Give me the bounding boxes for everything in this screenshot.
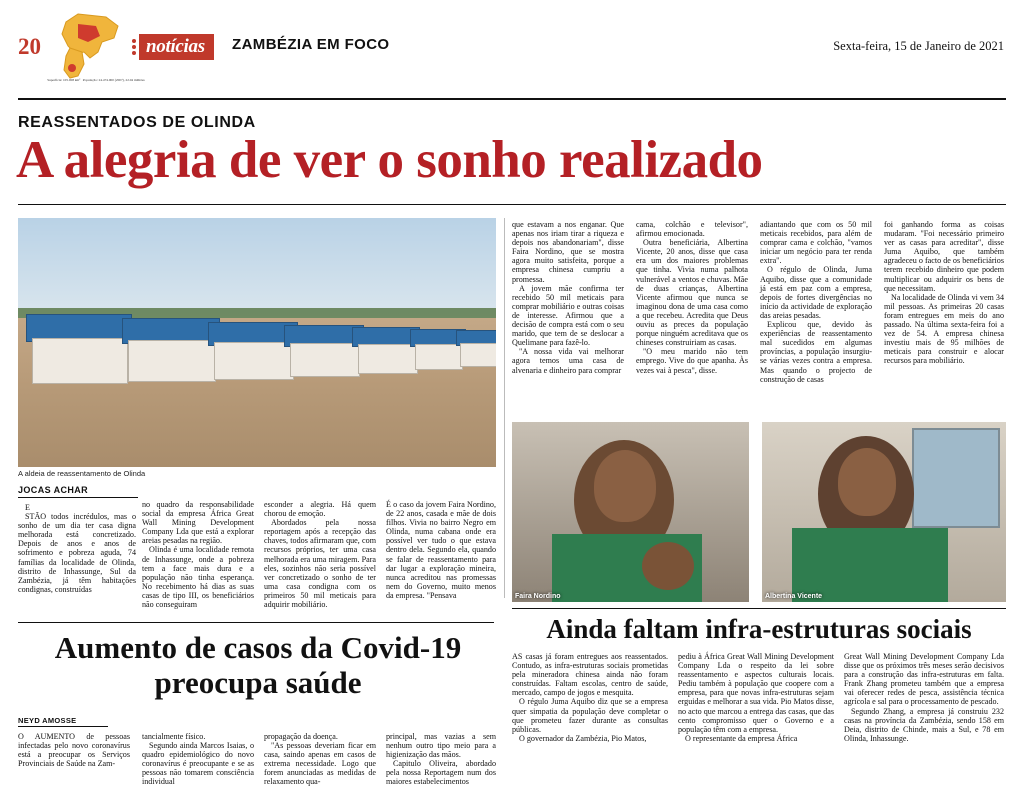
lead-column-6: cama, colchão e televisor", afirmou emocionada. Outra beneficiária, Albertina Vicente, 20 anos, disse que casa era um dos maiores problemas que tinha. Vivia numa palhota vulnerável a ventos e chuvas. Mãe de duas crianças, Albertina Vicente afirmou que nunca se imaginou dona de uma casa como a que recebeu. Acredita que Deus ouviu as preces da população porque ninguém acreditava que os chineses construiriam as casas. "O meu marido não tem emprego. Vive do que apanha. Às vezes vai à pesca", disse. (636, 220, 748, 375)
lead-column-4: É o caso da jovem Faira Nordino, de 22 anos, casada e mãe de dois filhos. Vivia no bairro Negro em Olinda, numa cabana onde era possível ver tudo o que estava dentro dela. Segundo ela, quando se falar de reassentamento para dar lugar a exploração mineira, nunca acreditou nas promessas nem do Governo, muito menos da empresa. "Pensava (386, 500, 496, 600)
masthead-divider (18, 98, 1006, 100)
brand-dots-icon (132, 39, 136, 55)
portrait-window (912, 428, 1000, 528)
lead-column-2: no quadro da responsabilidade social da empresa África Great Wall Mining Development Company Lda que está a explorar areias pesadas na região. Olinda é uma localidade remota de Inhassunge, onde a pobreza tem a face mais dura e a população não tinha esperança. No recebimento há dias as suas casas de tipo III, os beneficiários não conseguiram (142, 500, 254, 610)
lead-photo-caption: A aldeia de reassentamento de Olinda (18, 469, 146, 478)
section-title: ZAMBÉZIA EM FOCO (232, 36, 390, 53)
portrait-face (594, 450, 656, 522)
covid-divider (18, 622, 494, 623)
brand-logo (132, 34, 214, 60)
covid-byline-divider (18, 726, 108, 727)
lead-column-5: que estavam a nos enganar. Que apenas nos iriam tirar a riqueza e depois nos abandonariam", disse Faira Nordino, que se mostra agora muito satisfeita, porque a empresa chinesa cumpriu a promessa. A jovem mãe confirma ter recebido 50 mil meticais para comprar mobiliário e outras coisas de interesse. Afirmou que a decisão de compra está com o seu marido, que tem de se deslocar a Quelimane para fazê-lo. "A nossa vida vai melhorar agora temos uma casa de alvenaria e dinheiro para comprar (512, 220, 624, 375)
page-title: A alegria de ver o sonho realizado (16, 131, 763, 189)
province-map-graphic (42, 12, 145, 96)
mozambique-map-icon (48, 12, 124, 84)
page-number: 20 (18, 34, 41, 59)
lead-column-3: esconder a alegria. Há quem chorou de emoção. Abordados pela nossa reportagem após a recepção das chaves, todos afirmaram que, com recursos próprios, ter uma casa melhorada era uma miragem. Para eles, sozinhos não seria possível ver concretizado o sonho de ter uma casa condigna com os primeiros 50 mil meticais para adquirir mobiliário. (264, 500, 376, 610)
portrait-label: Faira Nordino (515, 593, 561, 600)
lead-column-1: E STÃO todos incrédulos, mas o sonho de um dia ter casa digna melhorada está concretizado. Depois de anos e anos de sofrimento e pobreza aguda, 74 famílias da localidade de Olinda, distrito de Inhassunge, Sul da Zambézia, já têm habitações condignas, construídas (18, 503, 136, 594)
infra-headline: Ainda faltam infra-estruturas sociais (546, 614, 972, 644)
portrait-albertina-vicente (762, 422, 1006, 602)
portrait-clothing (792, 528, 948, 602)
column-separator (504, 218, 505, 598)
covid-column-2: tancialmente físico. Segundo ainda Marcos Isaias, o quadro epidemiológico do novo coronavírus é preocupante e se as pessoas não tomarem consciência individual (142, 732, 254, 787)
byline-divider (18, 497, 138, 498)
infra-column-1: AS casas já foram entregues aos reassentados. Contudo, as infra-estruturas sociais prometidas pela mineradora chinesa ainda não foram construídas. Faltam escolas, centro de saúde, mercado, campo de jogos e mesquita. O régulo Juma Aquibo diz que se a empresa quer simpatia da população deve completar o que prometeu fazer durante as consultas públicas. O governador da Zambézia, Pio Matos, (512, 652, 668, 743)
infra-divider (512, 608, 1006, 609)
infra-column-3: Great Wall Mining Development Company Lda disse que os próximos três meses serão decisivos para a construção das infra-estruturas em falta. Frank Zhang prometeu também que a empresa vai oferecer redes de pesca, assistência técnica agrícola e sal para o processamento de pescado. Segundo Zhang, a empresa já construiu 232 casas na província da Zambézia, sendo 158 em Deia, distrito de Chinde, mais a Sul, e 78 em Olinda, Inhassunge. (844, 652, 1004, 743)
lead-column-8: foi ganhando forma as coisas mudaram. "Foi necessário primeiro ver as casas para acreditar", disse Juma Aquibo, que também agradeceu o facto de os beneficiários terem recebido dinheiro que podem multiplicar ou adquirir os bens de que necessitam. Na localidade de Olinda vi vem 34 mil pessoas. As primeiras 20 casas foram entregues em meis do ano passado. Na última sexta-feira foi a vez de 54. A empresa chinesa investiu mais de 95 milhões de meticais para construir e alocar recursos para mobiliário. (884, 220, 1004, 366)
article-kicker: REASSENTADOS DE OLINDA (18, 114, 256, 131)
covid-byline: NEYD AMOSSE (18, 716, 77, 725)
map-caption: Superfície: 105.008 km² População: 24.474.000 (2007), 22.04 milhões (47, 78, 145, 82)
portrait-label: Albertina Vicente (765, 593, 823, 600)
covid-headline: Aumento de casos da Covid-19 preocupa saúde (54, 630, 462, 700)
infra-column-2: pediu à África Great Wall Mining Development Company Lda o respeito da lei sobre reassentamento e aspectos culturais locais. Pediu também à população que coopere com a empresa, para que novas infra-estruturas sejam erguidas e melhorar a sua vida. Pio Matos disse, no acto que marcou a entrega das casas, que das cento compromisso quer o Governo e a população têm com a empresa. O representante da empresa África (678, 652, 834, 743)
issue-date: Sexta-feira, 15 de Janeiro de 2021 (833, 39, 1004, 53)
portrait-face (838, 448, 896, 516)
lead-photo (18, 218, 496, 467)
lead-byline: JOCAS ACHAR (18, 485, 89, 495)
covid-column-1: O AUMENTO de pessoas infectadas pelo novo coronavírus está a preocupar os Serviços Provinciais de Saúde na Zam- (18, 732, 130, 769)
covid-column-3: propagação da doença. "As pessoas deveriam ficar em casa, saindo apenas em casos de extrema necessidade. Logo que forem anunciadas as medidas de relaxamento qua- (264, 732, 376, 787)
masthead (0, 0, 1024, 96)
lead-column-7: adiantando que com os 50 mil meticais recebidos, para além de comprar cama e colchão, "vamos iniciar um negócio para ter renda extra". O régulo de Olinda, Juma Aquibo, disse que a comunidade já está em paz com a empresa, depois de fortes divergências no início da actividade de exploração das areias pesadas. Explicou que, devido às experiências de reassentamento mal sucedidos em algumas províncias, a população insurgiu-se várias vezes contra a empresa. Mas quando o projecto de construção de casas (760, 220, 872, 384)
headline-divider (18, 204, 1006, 205)
brand-name: notícias (139, 34, 214, 60)
portrait-baby (642, 542, 694, 590)
portrait-faira-nordino (512, 422, 749, 602)
covid-column-4: principal, mas vazias a sem nenhum outro tipo meio para a higienização das mãos. Capitulo Oliveira, abordado pela nossa Reportagem num dos maiores estabelecimentos (386, 732, 496, 787)
